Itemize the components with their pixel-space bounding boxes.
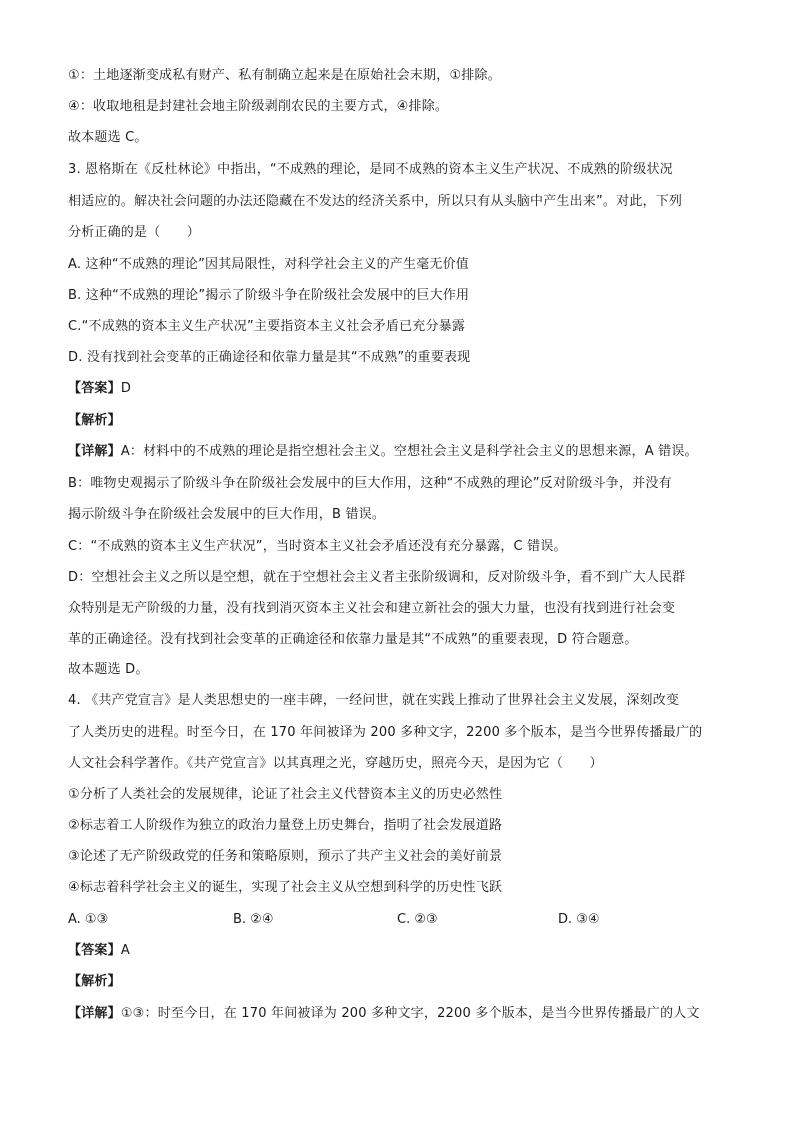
statement-1: ①分析了人类社会的发展规律，论证了社会主义代替资本主义的历史必然性 bbox=[68, 787, 503, 802]
analysis-label: 【解析】 bbox=[68, 413, 121, 428]
answer-line bbox=[68, 942, 130, 960]
text-line: ④：收取地租是封建社会地主阶级剥削农民的主要方式，④排除。 bbox=[68, 99, 449, 114]
text-line: 故本题选 C。 bbox=[68, 130, 148, 145]
question-stem: 3. 恩格斯在《反杜林论》中指出，“不成熟的理论，是同不成熟的资本主义生产状况、不成熟的阶级状况 bbox=[68, 162, 673, 177]
detail-line: 革的正确途径。没有找到社会变革的正确途径和依靠力量是其“不成熟”的重要表现，D 符合题意。 bbox=[68, 632, 638, 647]
answer-label: 【答案】 bbox=[68, 381, 121, 396]
detail-line: 【详解】A：材料中的不成熟的理论是指空想社会主义。空想社会主义是科学社会主义的思想来源，A 错误。 bbox=[68, 444, 698, 459]
detail-line: B：唯物史观揭示了阶级斗争在阶级社会发展中的巨大作用，这种“不成熟的理论”反对阶级斗争，并没有 bbox=[68, 476, 672, 491]
option-d: D. 没有找到社会变革的正确途径和依靠力量是其“不成熟”的重要表现 bbox=[68, 350, 471, 365]
question-stem: 人文社会科学著作。《共产党宣言》以其真理之光，穿越历史，照亮今天，是因为它（ ） bbox=[68, 756, 603, 771]
statement-2: ②标志着工人阶级作为独立的政治力量登上历史舞台，指明了社会发展道路 bbox=[68, 818, 503, 833]
option-c: C.“不成熟的资本主义生产状况”主要指资本主义社会矛盾已充分暴露 bbox=[68, 319, 466, 334]
answer-value: D bbox=[120, 381, 132, 396]
option-a: A. 这种“不成熟的理论”因其局限性，对科学社会主义的产生毫无价值 bbox=[68, 257, 469, 272]
question-stem: 分析正确的是（ ） bbox=[68, 225, 201, 240]
question-stem: 了人类历史的进程。时至今日，在 170 年间被译为 200 多种文字，2200 多个版本，是当今世界传播最广的 bbox=[68, 725, 703, 740]
choice-b: B. ②④ bbox=[233, 912, 274, 927]
question-stem: 相适应的。解决社会问题的办法还隐藏在不发达的经济关系中，所以只有从头脑中产生出来”。对此，下列 bbox=[68, 194, 683, 209]
statement-4: ④标志着科学社会主义的诞生，实现了社会主义从空想到科学的历史性飞跃 bbox=[68, 880, 503, 895]
choice-d: D. ③④ bbox=[558, 912, 600, 927]
question-stem: 4. 《共产党宣言》是人类思想史的一座丰碑，一经问世，就在实践上推动了世界社会主义发展，深刻改变 bbox=[68, 693, 680, 708]
analysis-label: 【解析】 bbox=[68, 974, 121, 989]
statement-3: ③论述了无产阶级政党的任务和策略原则，预示了共产主义社会的美好前景 bbox=[68, 849, 503, 864]
detail-line: 众特别是无产阶级的力量，没有找到消灭资本主义社会和建立新社会的强大力量，也没有找到进行社会变 bbox=[68, 601, 676, 616]
answer-line bbox=[68, 380, 131, 398]
choice-a: A. ①③ bbox=[68, 912, 109, 927]
text-line: ①：土地逐渐变成私有财产、私有制确立起来是在原始社会末期，①排除。 bbox=[68, 68, 501, 83]
detail-line: 揭示阶级斗争在阶级社会发展中的巨大作用，B 错误。 bbox=[68, 507, 386, 522]
detail-line: C：“不成熟的资本主义生产状况”，当时资本主义社会矛盾还没有充分暴露，C 错误。 bbox=[68, 539, 567, 554]
answer-value: A bbox=[120, 943, 130, 958]
detail-label: 【详解】 bbox=[68, 1006, 121, 1021]
option-b: B. 这种“不成熟的理论”揭示了阶级斗争在阶级社会发展中的巨大作用 bbox=[68, 288, 470, 303]
detail-line: 故本题选 D。 bbox=[68, 662, 149, 677]
detail-label: 【详解】 bbox=[68, 444, 121, 459]
answer-label: 【答案】 bbox=[68, 943, 121, 958]
detail-line: D：空想社会主义之所以是空想，就在于空想社会主义者主张阶级调和，反对阶级斗争，看不到广大人民群 bbox=[68, 570, 686, 585]
detail-line: 【详解】①③：时至今日，在 170 年间被译为 200 多种文字，2200 多个版本，是当今世界传播最广的人文 bbox=[68, 1006, 700, 1021]
choice-c: C. ②③ bbox=[397, 912, 438, 927]
